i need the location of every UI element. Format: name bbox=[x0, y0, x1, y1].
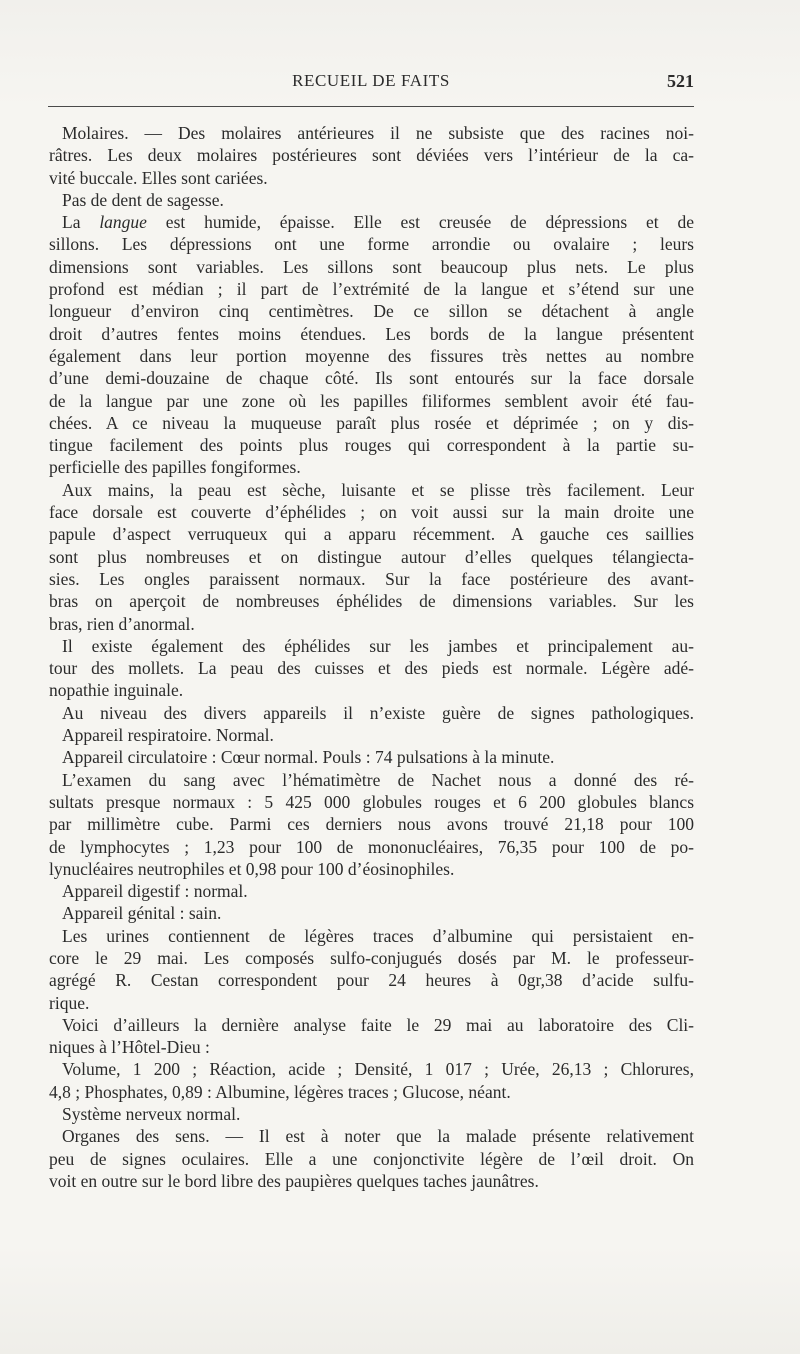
text-line: rique. bbox=[49, 992, 90, 1013]
text-line: Système nerveux normal. bbox=[62, 1104, 241, 1125]
text-line: droit d’autres fentes moins étendues. Les bords de la langue présentent bbox=[49, 323, 694, 344]
text-line: sies. Les ongles paraissent normaux. Sur la face postérieure des avant- bbox=[49, 568, 694, 589]
text-line: Il existe également des éphélides sur les jambes et principalement au- bbox=[62, 635, 694, 656]
text-line: nopathie inguinale. bbox=[49, 680, 184, 701]
text-line: Appareil respiratoire. Normal. bbox=[62, 725, 274, 746]
text-line: agrégé R. Cestan correspondent pour 24 heures à 0gr,38 d’acide sulfu- bbox=[49, 970, 694, 991]
text-line: Voici d’ailleurs la dernière analyse faite le 29 mai au laboratoire des Cli- bbox=[62, 1014, 694, 1035]
text-fragment: est humide, épaisse. Elle est creusée de dépressions et de bbox=[146, 212, 694, 233]
text-line bbox=[49, 211, 694, 233]
text-line: sultats presque normaux : 5 425 000 globules rouges et 6 200 globules blancs bbox=[49, 791, 694, 812]
text-fragment: La bbox=[62, 212, 100, 233]
text-line: Molaires. — Des molaires antérieures il ne subsiste que des racines noi- bbox=[62, 123, 694, 143]
text-line: chées. A ce niveau la muqueuse paraît plus rosée et déprimée ; on y dis- bbox=[49, 412, 694, 433]
text-line: Appareil digestif : normal. bbox=[62, 881, 248, 902]
text-line: face dorsale est couverte d’éphélides ; on voit aussi sur la main droite une bbox=[49, 502, 694, 523]
text-line: vité buccale. Elles sont cariées. bbox=[49, 167, 268, 188]
text-line: également dans leur portion moyenne des fissures très nettes au nombre bbox=[49, 345, 694, 366]
header-rule bbox=[48, 106, 694, 107]
text-line: de lymphocytes ; 1,23 pour 100 de mononucléaires, 76,35 pour 100 de po- bbox=[49, 836, 694, 857]
text-line: papule d’aspect verruqueux qui a apparu récemment. A gauche ces saillies bbox=[49, 524, 694, 545]
text-line: bras on aperçoit de nombreuses éphélides de dimensions variables. Sur les bbox=[49, 591, 694, 612]
text-line: Pas de dent de sagesse. bbox=[62, 189, 224, 210]
text-line: longueur d’environ cinq centimètres. De ce sillon se détachent à angle bbox=[49, 301, 694, 322]
text-line: dimensions sont variables. Les sillons sont beaucoup plus nets. Le plus bbox=[49, 256, 694, 277]
text-line: sont plus nombreuses et on distingue autour d’elles quelques télangiecta- bbox=[49, 546, 694, 567]
body-text bbox=[49, 122, 694, 1192]
text-line: niques à l’Hôtel-Dieu : bbox=[49, 1037, 210, 1058]
text-line: Appareil génital : sain. bbox=[62, 903, 222, 924]
text-line: tour des mollets. La peau des cuisses et des pieds est normale. Légère adé- bbox=[49, 658, 694, 679]
text-line: core le 29 mai. Les composés sulfo-conjugués dosés par M. le professeur- bbox=[49, 947, 694, 968]
text-line: profond est médian ; il part de l’extrémité de la langue et s’étend sur une bbox=[49, 279, 694, 300]
text-line: Les urines contiennent de légères traces d’albumine qui persistaient en- bbox=[62, 925, 694, 946]
running-header bbox=[48, 68, 694, 98]
text-line: perficielle des papilles fongiformes. bbox=[49, 457, 301, 478]
text-line: d’une demi-douzaine de chaque côté. Ils sont entourés sur la face dorsale bbox=[49, 368, 694, 389]
italic-word: langue bbox=[99, 212, 147, 233]
page-number: 521 bbox=[667, 71, 694, 91]
text-line: râtres. Les deux molaires postérieures sont déviées vers l’intérieur de la ca- bbox=[49, 145, 694, 166]
text-line: bras, rien d’anormal. bbox=[49, 613, 195, 634]
text-line: voit en outre sur le bord libre des paupières quelques taches jaunâtres. bbox=[49, 1170, 539, 1191]
text-line: Volume, 1 200 ; Réaction, acide ; Densité, 1 017 ; Urée, 26,13 ; Chlorures, bbox=[62, 1059, 694, 1080]
text-line: Organes des sens. — Il est à noter que la malade présente relativement bbox=[62, 1126, 694, 1147]
text-line: 4,8 ; Phosphates, 0,89 : Albumine, légères traces ; Glucose, néant. bbox=[49, 1081, 511, 1102]
text-line: peu de signes oculaires. Elle a une conjonctivite légère de l’œil droit. On bbox=[49, 1148, 694, 1169]
text-line: Appareil circulatoire : Cœur normal. Pouls : 74 pulsations à la minute. bbox=[62, 747, 555, 768]
text-line: L’examen du sang avec l’hématimètre de Nachet nous a donné des ré- bbox=[62, 769, 694, 790]
text-line: de la langue par une zone où les papilles filiformes semblent avoir été fau- bbox=[49, 390, 694, 411]
text-line: sillons. Les dépressions ont une forme arrondie ou ovalaire ; leurs bbox=[49, 234, 694, 255]
text-line: par millimètre cube. Parmi ces derniers nous avons trouvé 21,18 pour 100 bbox=[49, 814, 694, 835]
text-line: Au niveau des divers appareils il n’existe guère de signes pathologiques. bbox=[62, 702, 694, 723]
running-title: RECUEIL DE FAITS bbox=[292, 71, 450, 90]
text-line: lynucléaires neutrophiles et 0,98 pour 100 d’éosinophiles. bbox=[49, 858, 455, 879]
text-line: tingue facilement des points plus rouges qui correspondent à la partie su- bbox=[49, 435, 694, 456]
text-line: Aux mains, la peau est sèche, luisante et se plisse très facilement. Leur bbox=[62, 479, 694, 500]
